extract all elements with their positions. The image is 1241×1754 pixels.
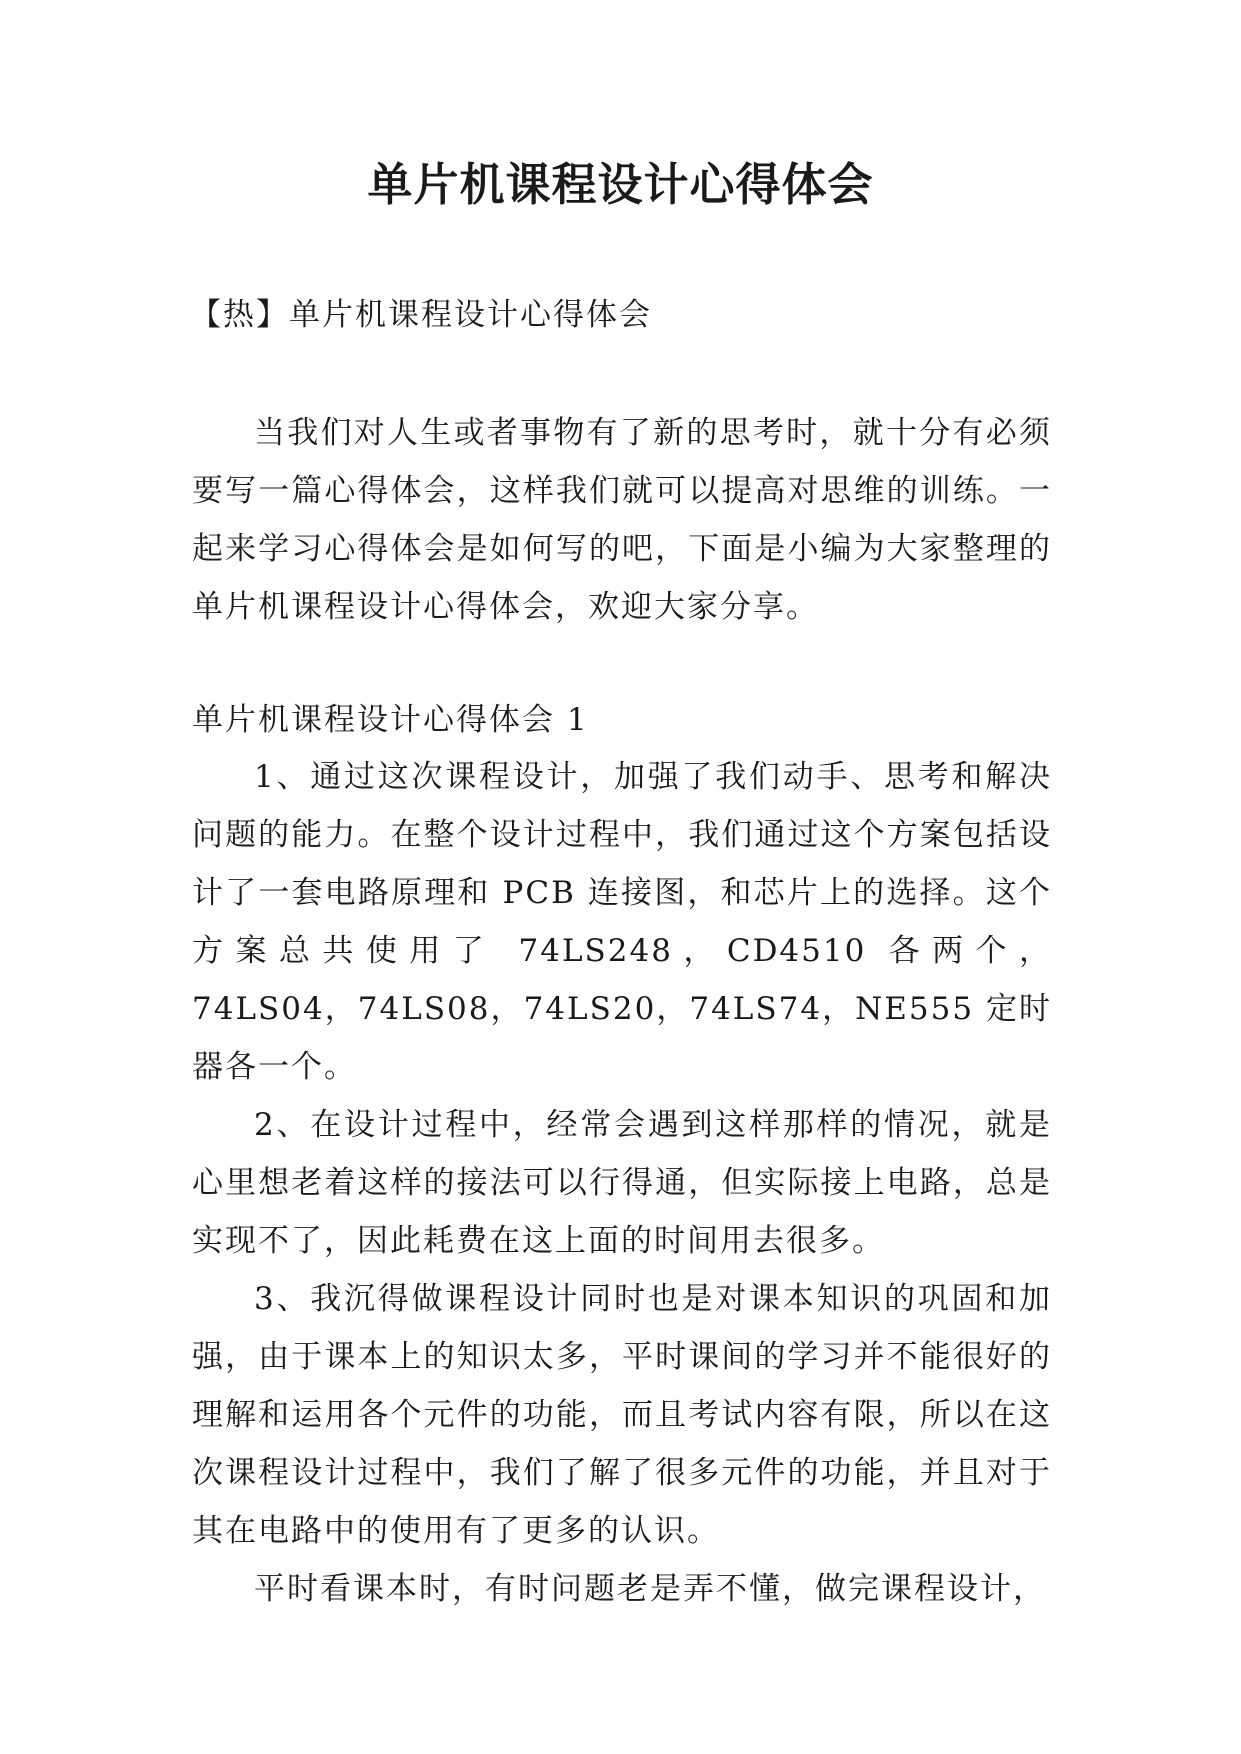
body-paragraph-1: 1、通过这次课程设计，加强了我们动手、思考和解决问题的能力。在整个设计过程中，我们通过这个方案包括设计了一套电路原理和 PCB 连接图，和芯片上的选择。这个方案总共使用了 74LS248，CD4510 各两个，74LS04，74LS08，74LS20，74LS74，NE555 定时器各一个。 xyxy=(192,759,1052,1085)
section-body xyxy=(192,748,1052,1618)
body-paragraph-4: 平时看课本时，有时问题老是弄不懂，做完课程设计， xyxy=(254,1571,1046,1607)
body-paragraph-3: 3、我沉得做课程设计同时也是对课本知识的巩固和加强，由于课本上的知识太多，平时课间的学习并不能很好的理解和运用各个元件的功能，而且考试内容有限，所以在这次课程设计过程中，我们了解了很多元件的功能，并且对于其在电路中的使用有了更多的认识。 xyxy=(192,1281,1052,1549)
intro-text: 当我们对人生或者事物有了新的思考时，就十分有必须要写一篇心得体会，这样我们就可以提高对思维的训练。一起来学习心得体会是如何写的吧，下面是小编为大家整理的单片机课程设计心得体会，欢迎大家分享。 xyxy=(192,415,1052,625)
document-title: 单片机课程设计心得体会 xyxy=(367,158,874,211)
intro-paragraph xyxy=(192,404,1052,636)
body-paragraph-2: 2、在设计过程中，经常会遇到这样那样的情况，就是心里想老着这样的接法可以行得通，但实际接上电路，总是实现不了，因此耗费在这上面的时间用去很多。 xyxy=(192,1107,1052,1259)
section-title: 单片机课程设计心得体会 1 xyxy=(192,702,589,738)
document-subtitle: 【热】单片机课程设计心得体会 xyxy=(190,297,652,333)
